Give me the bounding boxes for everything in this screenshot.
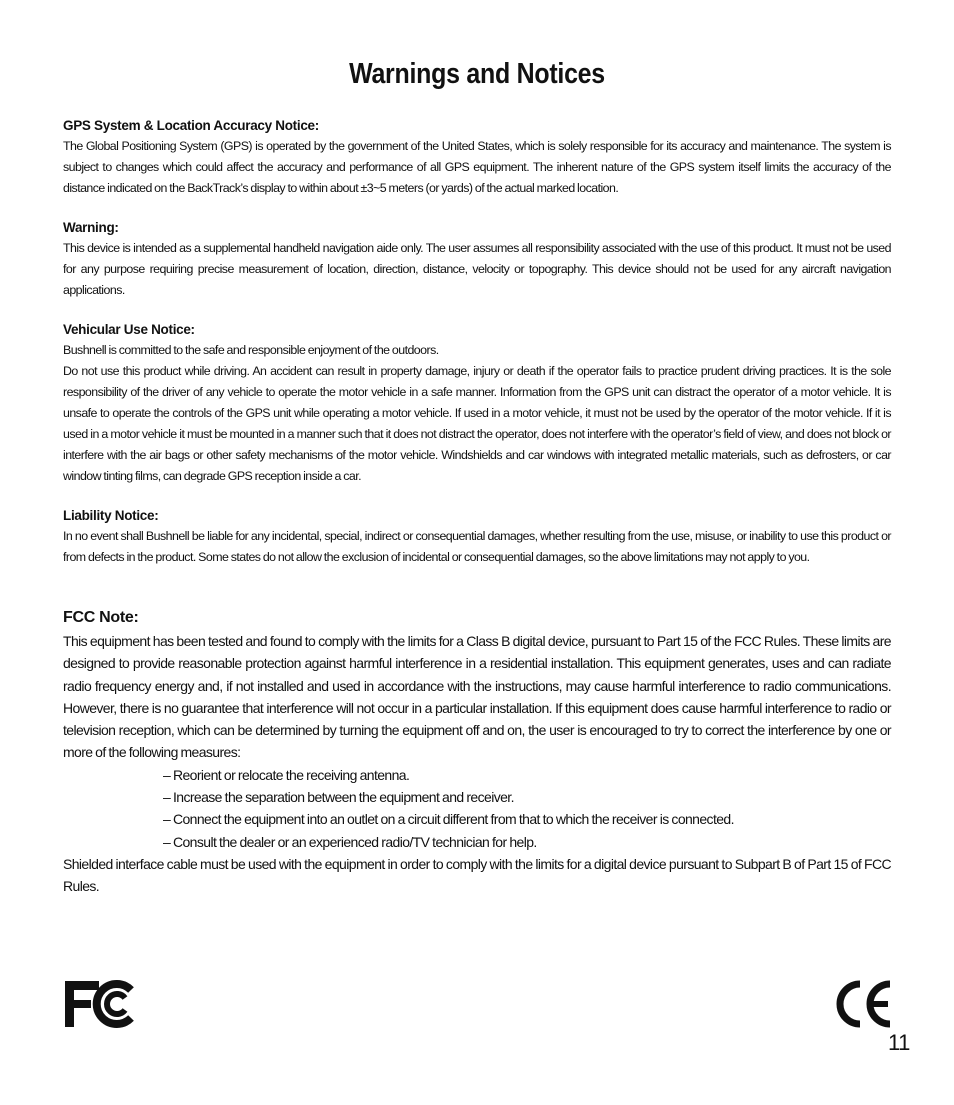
gps-accuracy-notice bbox=[63, 117, 891, 199]
list-item: – Consult the dealer or an experienced radio/TV technician for help. bbox=[163, 833, 537, 850]
page-number: 11 bbox=[888, 1030, 910, 1055]
warning-notice bbox=[63, 219, 891, 301]
liability-notice bbox=[63, 507, 891, 568]
page-title: Warnings and Notices bbox=[349, 58, 605, 90]
section-heading: GPS System & Location Accuracy Notice: bbox=[63, 118, 319, 133]
section-paragraph: Bushnell is committed to the safe and responsible enjoyment of the outdoors. bbox=[63, 343, 439, 357]
section-paragraph: The Global Positioning System (GPS) is operated by the government of the United States, which is solely responsible for its accuracy and maintenance. The system is subject to changes which could affect the accuracy and performance of all GPS equipment. The inherent nature of the GPS system itself limits the accuracy of the distance indicated on the BackTrack’s display to within about ±3~5 meters (or yards) of the actual marked location. bbox=[63, 139, 891, 195]
fcc-heading: FCC Note: bbox=[63, 609, 139, 626]
section-paragraph: This device is intended as a supplemental handheld navigation aide only. The user assumes all responsibility associated with the use of this product. It must not be used for any purpose requiring precise measurement of location, direction, distance, velocity or topography. This device should not be used for any aircraft navigation applications. bbox=[63, 241, 891, 297]
list-item: – Reorient or relocate the receiving antenna. bbox=[163, 766, 410, 783]
section-heading: Warning: bbox=[63, 220, 119, 235]
fcc-closing-paragraph: Shielded interface cable must be used with the equipment in order to comply with the limits for a digital device pursuant to Subpart B of Part 15 of FCC Rules. bbox=[63, 855, 891, 895]
document-body bbox=[63, 117, 891, 898]
fcc-logo-icon bbox=[63, 978, 135, 1030]
section-paragraph: In no event shall Bushnell be liable for any incidental, special, indirect or consequential damages, whether resulting from the use, misuse, or inability to use this product or from defects in the product. Some states do not allow the exclusion of incidental or consequential damages, so the above limitations may not apply to you. bbox=[63, 529, 891, 564]
fcc-note bbox=[63, 608, 891, 898]
section-paragraph: Do not use this product while driving. An accident can result in property damage, injury or death if the operator fails to practice prudent driving practices. It is the sole responsibility of the driver of any vehicle to operate the motor vehicle in a safe manner. Information from the GPS unit can distract the operator of a motor vehicle. It is unsafe to operate the controls of the GPS unit while operating a motor vehicle. If used in a motor vehicle, it must not be used by the operator of the motor vehicle. If it is used in a motor vehicle it must be mounted in a manner such that it does not distract the operator, does not interfere with the operator’s field of view, and does not block or interfere with the air bags or other safety mechanisms of the motor vehicle. Windshields and car windows with integrated metallic materials, such as defrosters, or car window tinting films, can degrade GPS reception inside a car. bbox=[63, 364, 891, 483]
fcc-measures-list bbox=[63, 764, 891, 853]
section-heading: Liability Notice: bbox=[63, 508, 159, 523]
fcc-intro-paragraph: This equipment has been tested and found to comply with the limits for a Class B digital device, pursuant to Part 15 of the FCC Rules. These limits are designed to provide reasonable protection against harmful interference in a residential installation. This equipment generates, uses and can radiate radio frequency energy and, if not installed and used in accordance with the instructions, may cause harmful interference to radio communications. However, there is no guarantee that interference will not occur in a particular installation. If this equipment does cause harmful interference to radio or television reception, which can be determined by turning the equipment off and on, the user is encouraged to try to correct the interference by one or more of the following measures: bbox=[63, 633, 891, 761]
vehicular-use-notice bbox=[63, 321, 891, 487]
ce-mark-icon bbox=[832, 978, 896, 1030]
list-item: – Connect the equipment into an outlet on a circuit different from that to which the receiver is connected. bbox=[163, 811, 734, 828]
list-item: – Increase the separation between the equipment and receiver. bbox=[163, 789, 514, 806]
section-heading: Vehicular Use Notice: bbox=[63, 322, 195, 337]
